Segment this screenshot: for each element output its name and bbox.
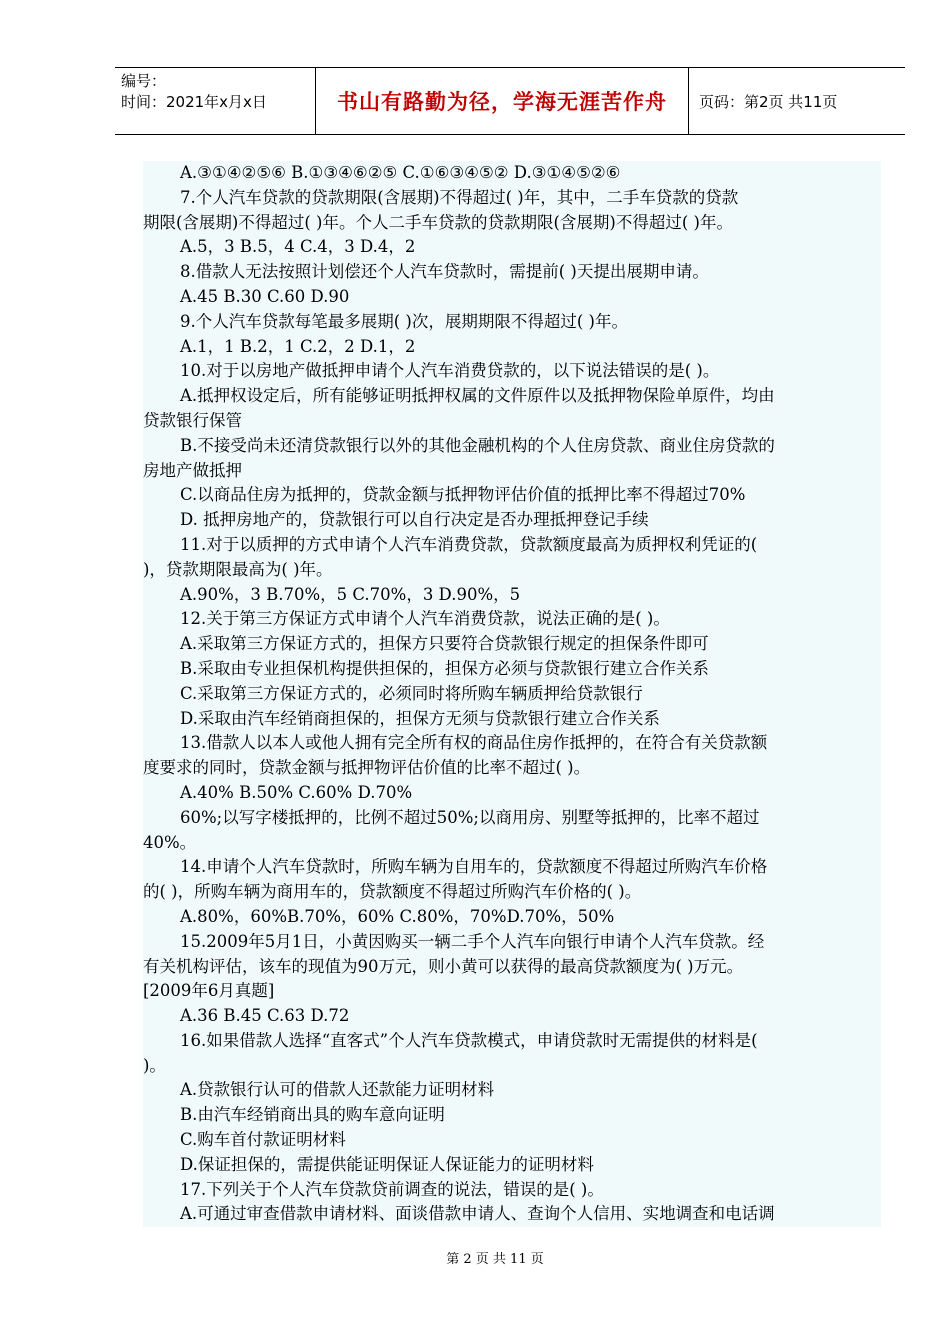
- text-line: 10.对于以房地产做抵押申请个人汽车消费贷款的，以下说法错误的是( )。: [180, 361, 720, 381]
- text-line: B.不接受尚未还清贷款银行以外的其他金融机构的个人住房贷款、商业住房贷款的: [180, 435, 775, 455]
- text-line: B.由汽车经销商出具的购车意向证明: [180, 1105, 445, 1125]
- text-line: A.80%，60%B.70%，60% C.80%，70%D.70%，50%: [180, 906, 615, 926]
- text-line: 贷款银行保管: [143, 410, 242, 430]
- text-line: A.90%，3 B.70%，5 C.70%，3 D.90%，5: [180, 584, 521, 604]
- header-meta: [115, 68, 315, 134]
- text-line: A.采取第三方保证方式的，担保方只要符合贷款银行规定的担保条件即可: [180, 634, 709, 654]
- text-line: [2009年6月真题]: [143, 981, 275, 1001]
- text-line: 有关机构评估，该车的现值为90万元，则小黄可以获得的最高贷款额度为( )万元。: [143, 956, 744, 976]
- text-line: 40%。: [143, 832, 197, 852]
- text-line: 9.个人汽车贷款每笔最多展期( )次，展期期限不得超过( )年。: [180, 311, 628, 331]
- text-line: C.采取第三方保证方式的，必须同时将所购车辆质押给贷款银行: [180, 683, 643, 703]
- text-line: )。: [143, 1055, 166, 1075]
- header-page-cell: [689, 68, 905, 134]
- page-header: [115, 67, 905, 135]
- header-motto: 书山有路勤为径，学海无涯苦作舟: [337, 90, 667, 114]
- document-body: [143, 161, 881, 1227]
- text-line: A.③①④②⑤⑥ B.①③④⑥②⑤ C.①⑥③④⑤② D.③①④⑤②⑥: [180, 163, 621, 182]
- text-line: 的( )，所购车辆为商用车的，贷款额度不得超过所购汽车价格的( )。: [143, 882, 642, 902]
- text-line: 房地产做抵押: [143, 460, 242, 480]
- text-line: C.以商品住房为抵押的，贷款金额与抵押物评估价值的抵押比率不得超过70%: [180, 485, 746, 505]
- text-line: 12.关于第三方保证方式申请个人汽车消费贷款，说法正确的是( )。: [180, 609, 670, 629]
- text-line: D.采取由汽车经销商担保的，担保方无须与贷款银行建立合作关系: [180, 708, 660, 728]
- text-line: 13.借款人以本人或他人拥有完全所有权的商品住房作抵押的，在符合有关贷款额: [180, 733, 768, 753]
- text-line: A.45 B.30 C.60 D.90: [180, 286, 350, 306]
- text-line: 11.对于以质押的方式申请个人汽车消费贷款，贷款额度最高为质押权利凭证的(: [180, 534, 758, 554]
- text-line: A.贷款银行认可的借款人还款能力证明材料: [180, 1080, 495, 1100]
- page-footer: 第 2 页 共 11 页: [446, 1252, 544, 1267]
- text-line: C.购车首付款证明材料: [180, 1130, 346, 1150]
- text-line: A.抵押权设定后，所有能够证明抵押权属的文件原件以及抵押物保险单原件，均由: [180, 386, 775, 406]
- text-line: 17.下列关于个人汽车贷款贷前调查的说法，错误的是( )。: [180, 1179, 604, 1199]
- text-line: A.可通过审查借款申请材料、面谈借款申请人、查询个人信用、实地调查和电话调: [180, 1204, 775, 1224]
- text-line: )，贷款期限最高为( )年。: [143, 559, 333, 579]
- text-line: A.40% B.50% C.60% D.70%: [180, 782, 413, 802]
- text-line: 60%;以写字楼抵押的，比例不超过50%;以商用房、别墅等抵押的，比率不超过: [180, 807, 760, 827]
- header-page-number: 页码：第2页 共11页: [699, 92, 838, 111]
- text-line: 14.申请个人汽车贷款时，所购车辆为自用车的，贷款额度不得超过所购汽车价格: [180, 857, 768, 877]
- text-line: A.1，1 B.2，1 C.2，2 D.1，2: [180, 336, 416, 356]
- text-line: A.5，3 B.5，4 C.4，3 D.4，2: [180, 237, 416, 257]
- text-line: 期限(含展期)不得超过( )年。个人二手车贷款的贷款期限(含展期)不得超过( )年。: [143, 212, 733, 232]
- text-line: D. 抵押房地产的，贷款银行可以自行决定是否办理抵押登记手续: [180, 510, 649, 530]
- text-line: 7.个人汽车贷款的贷款期限(含展期)不得超过( )年，其中，二手车贷款的贷款: [180, 187, 739, 207]
- text-line: 度要求的同时，贷款金额与抵押物评估价值的比率不超过( )。: [143, 758, 591, 778]
- header-motto-cell: [315, 68, 689, 134]
- text-line: D.保证担保的，需提供能证明保证人保证能力的证明材料: [180, 1154, 594, 1174]
- text-line: 15.2009年5月1日，小黄因购买一辆二手个人汽车向银行申请个人汽车贷款。经: [180, 931, 765, 951]
- text-line: 16.如果借款人选择“直客式”个人汽车贷款模式，申请贷款时无需提供的材料是(: [180, 1030, 758, 1050]
- document-time-label: 时间：2021年x月x日: [121, 93, 267, 111]
- text-line: B.采取由专业担保机构提供担保的，担保方必须与贷款银行建立合作关系: [180, 658, 709, 678]
- text-line: A.36 B.45 C.63 D.72: [180, 1006, 350, 1026]
- document-number-label: 编号：: [121, 72, 167, 90]
- text-line: 8.借款人无法按照计划偿还个人汽车贷款时，需提前( )天提出展期申请。: [180, 262, 709, 282]
